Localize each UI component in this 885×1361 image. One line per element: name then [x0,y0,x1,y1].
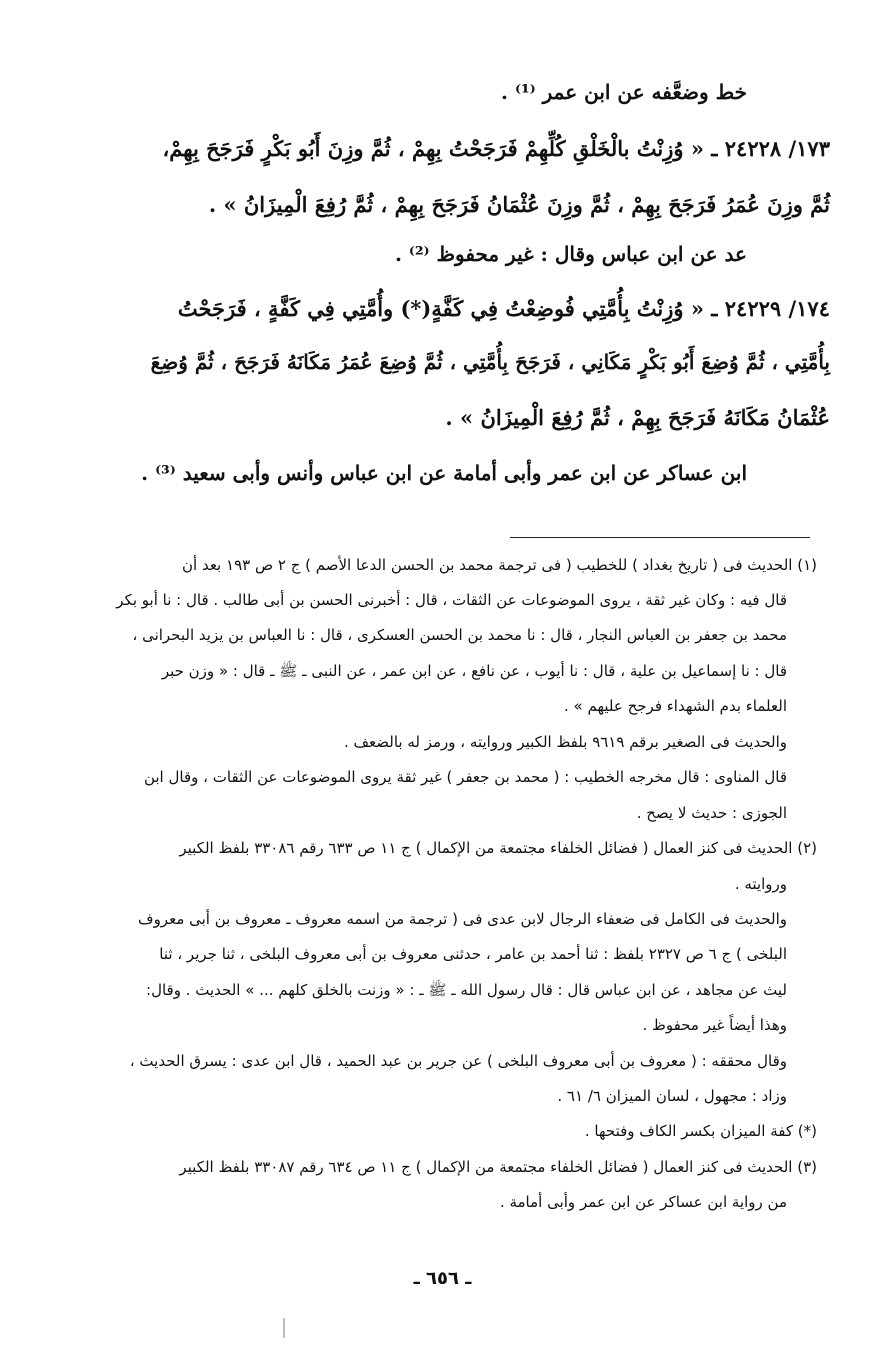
footnote-2-line-1: (٢) الحديث فى كنز العمال ( فضائل الخلفاء مجتمعة من الإكمال ) ج ١١ ص ٦٣٣ رقم ٣٣٠٨٦ بلفظ الكبير [179,839,817,857]
footnote-2-line-6: وهذا أيضاً غير محفوظ . [642,1016,787,1034]
footnote-1-line-1: (١) الحديث فى ( تاريخ بغداد ) للخطيب ( فى ترجمة محمد بن الحسن الدعا الأصم ) ج ٢ ص ١٩٣ بعد أن [182,556,817,574]
source-173: عد عن ابن عباس وقال : غير محفوظ ⁽²⁾ . [394,242,747,266]
footnote-1-line-7: قال المناوى : قال مخرجه الخطيب : ( محمد بن جعفر ) غير ثقة يروى الموضوعات عن الثقات ، وقال ابن [143,768,787,786]
footnote-1-line-6: والحديث فى الصغير برقم ٩٦١٩ بلفظ الكبير وروايته ، ورمز له بالضعف . [343,733,787,751]
main-text-line-1: خط وضعَّفه عن ابن عمر ⁽¹⁾ . [501,80,747,104]
hadith-173-line-2: ثُمَّ وزِنَ عُمَرُ فَرَجَحَ بِهِمْ ، ثُمَّ وزِنَ عُثْمَانُ فَرَجَحَ بِهِمْ ، ثُمَّ رُفِعَ الْمِيزَانُ » . [208,192,830,217]
footnote-2-line-5: ليث عن مجاهد ، عن ابن عباس قال : قال رسول الله ـ ﷺ ـ : « وزنت بالخلق كلهم ... » الحديث . وقال: [146,981,787,999]
page-number: ـ ٦٥٦ ـ [413,1268,472,1289]
footnote-2-line-7: وقال محققه : ( معروف بن أبى معروف البلخى ) عن جرير بن عبد الحميد ، قال ابن عدى : يسرق الحديث ، [129,1052,787,1070]
scan-mark [283,1318,285,1338]
footnote-divider [510,537,810,538]
footnote-1-line-3: محمد بن جعفر بن العباس النجار ، قال : نا محمد بن الحسن العسكرى ، قال : نا العباس بن يزيد البحرانى ، [132,626,787,644]
footnote-2-line-2: وروايته . [734,875,787,893]
hadith-173-line-1: ١٧٣/ ٢٤٢٢٨ ـ « وُزِنْتُ بالْخَلْقِ كُلِّهِمْ فَرَجَحْتُ بِهِمْ ، ثُمَّ وزِنَ أَبُو بَكْرٍ فَرَجَحَ بِهِمْ، [162,136,830,161]
footnote-3-line-1: (٣) الحديث فى كنز العمال ( فضائل الخلفاء مجتمعة من الإكمال ) ج ١١ ص ٦٣٤ رقم ٣٣٠٨٧ بلفظ الكبير [179,1158,817,1176]
footnote-1-line-4: قال : نا إسماعيل بن علية ، قال : نا أيوب ، عن نافع ، عن ابن عمر ، عن النبى ـ ﷺ ـ قال : « وزن حبر [161,662,787,680]
footnote-1-line-5: العلماء بدم الشهداء فرجح عليهم » . [564,697,787,715]
hadith-174-line-1: ١٧٤/ ٢٤٢٢٩ ـ « وُزِنْتُ بِأُمَّتِي فُوضِعْتُ فِي كَفَّةٍ(*) وأُمَّتِي فِي كَفَّةٍ ، فَرَجَحْتُ [177,296,830,321]
footnote-2-line-4: البلخى ) ج ٦ ص ٢٣٢٧ بلفظ : ثنا أحمد بن عامر ، حدثنى معروف بن أبى معروف البلخى ، ثنا جرير ، ثنا [159,945,787,963]
hadith-174-line-3: عُثْمَانُ مَكَانَهُ فَرَجَحَ بِهِمْ ، ثُمَّ رُفِعَ الْمِيزَانُ » . [445,405,830,430]
footnote-2-line-8: وزاد : مجهول ، لسان الميزان ٦/ ٦١ . [557,1087,787,1105]
footnote-2-line-3: والحديث فى الكامل فى ضعفاء الرجال لابن عدى فى ( ترجمة من اسمه معروف ـ معروف بن أبى معروف [138,910,787,928]
footnote-3-line-2: من رواية ابن عساكر عن ابن عمر وأبى أمامة . [499,1193,787,1211]
hadith-174-line-2: بِأُمَّتِي ، ثُمَّ وُضِعَ أَبُو بَكْرٍ مَكَانِي ، فَرَجَحَ بِأُمَّتِي ، ثُمَّ وُضِعَ عُمَرُ مَكَانَهُ فَرَجَحَ ، ثُمَّ وُضِعَ [150,350,830,374]
source-174: ابن عساكر عن ابن عمر وأبى أمامة عن ابن عباس وأنس وأبى سعيد ⁽³⁾ . [141,461,747,485]
footnote-1-line-2: قال فيه : وكان غير ثقة ، يروى الموضوعات عن الثقات ، قال : أخبرنى الحسن بن أبى طالب . قال : نا أبو بكر [116,591,787,609]
footnote-star: (*) كفة الميزان بكسر الكاف وفتحها . [584,1122,817,1140]
footnote-1-line-8: الجوزى : حديث لا يصح . [636,804,787,822]
